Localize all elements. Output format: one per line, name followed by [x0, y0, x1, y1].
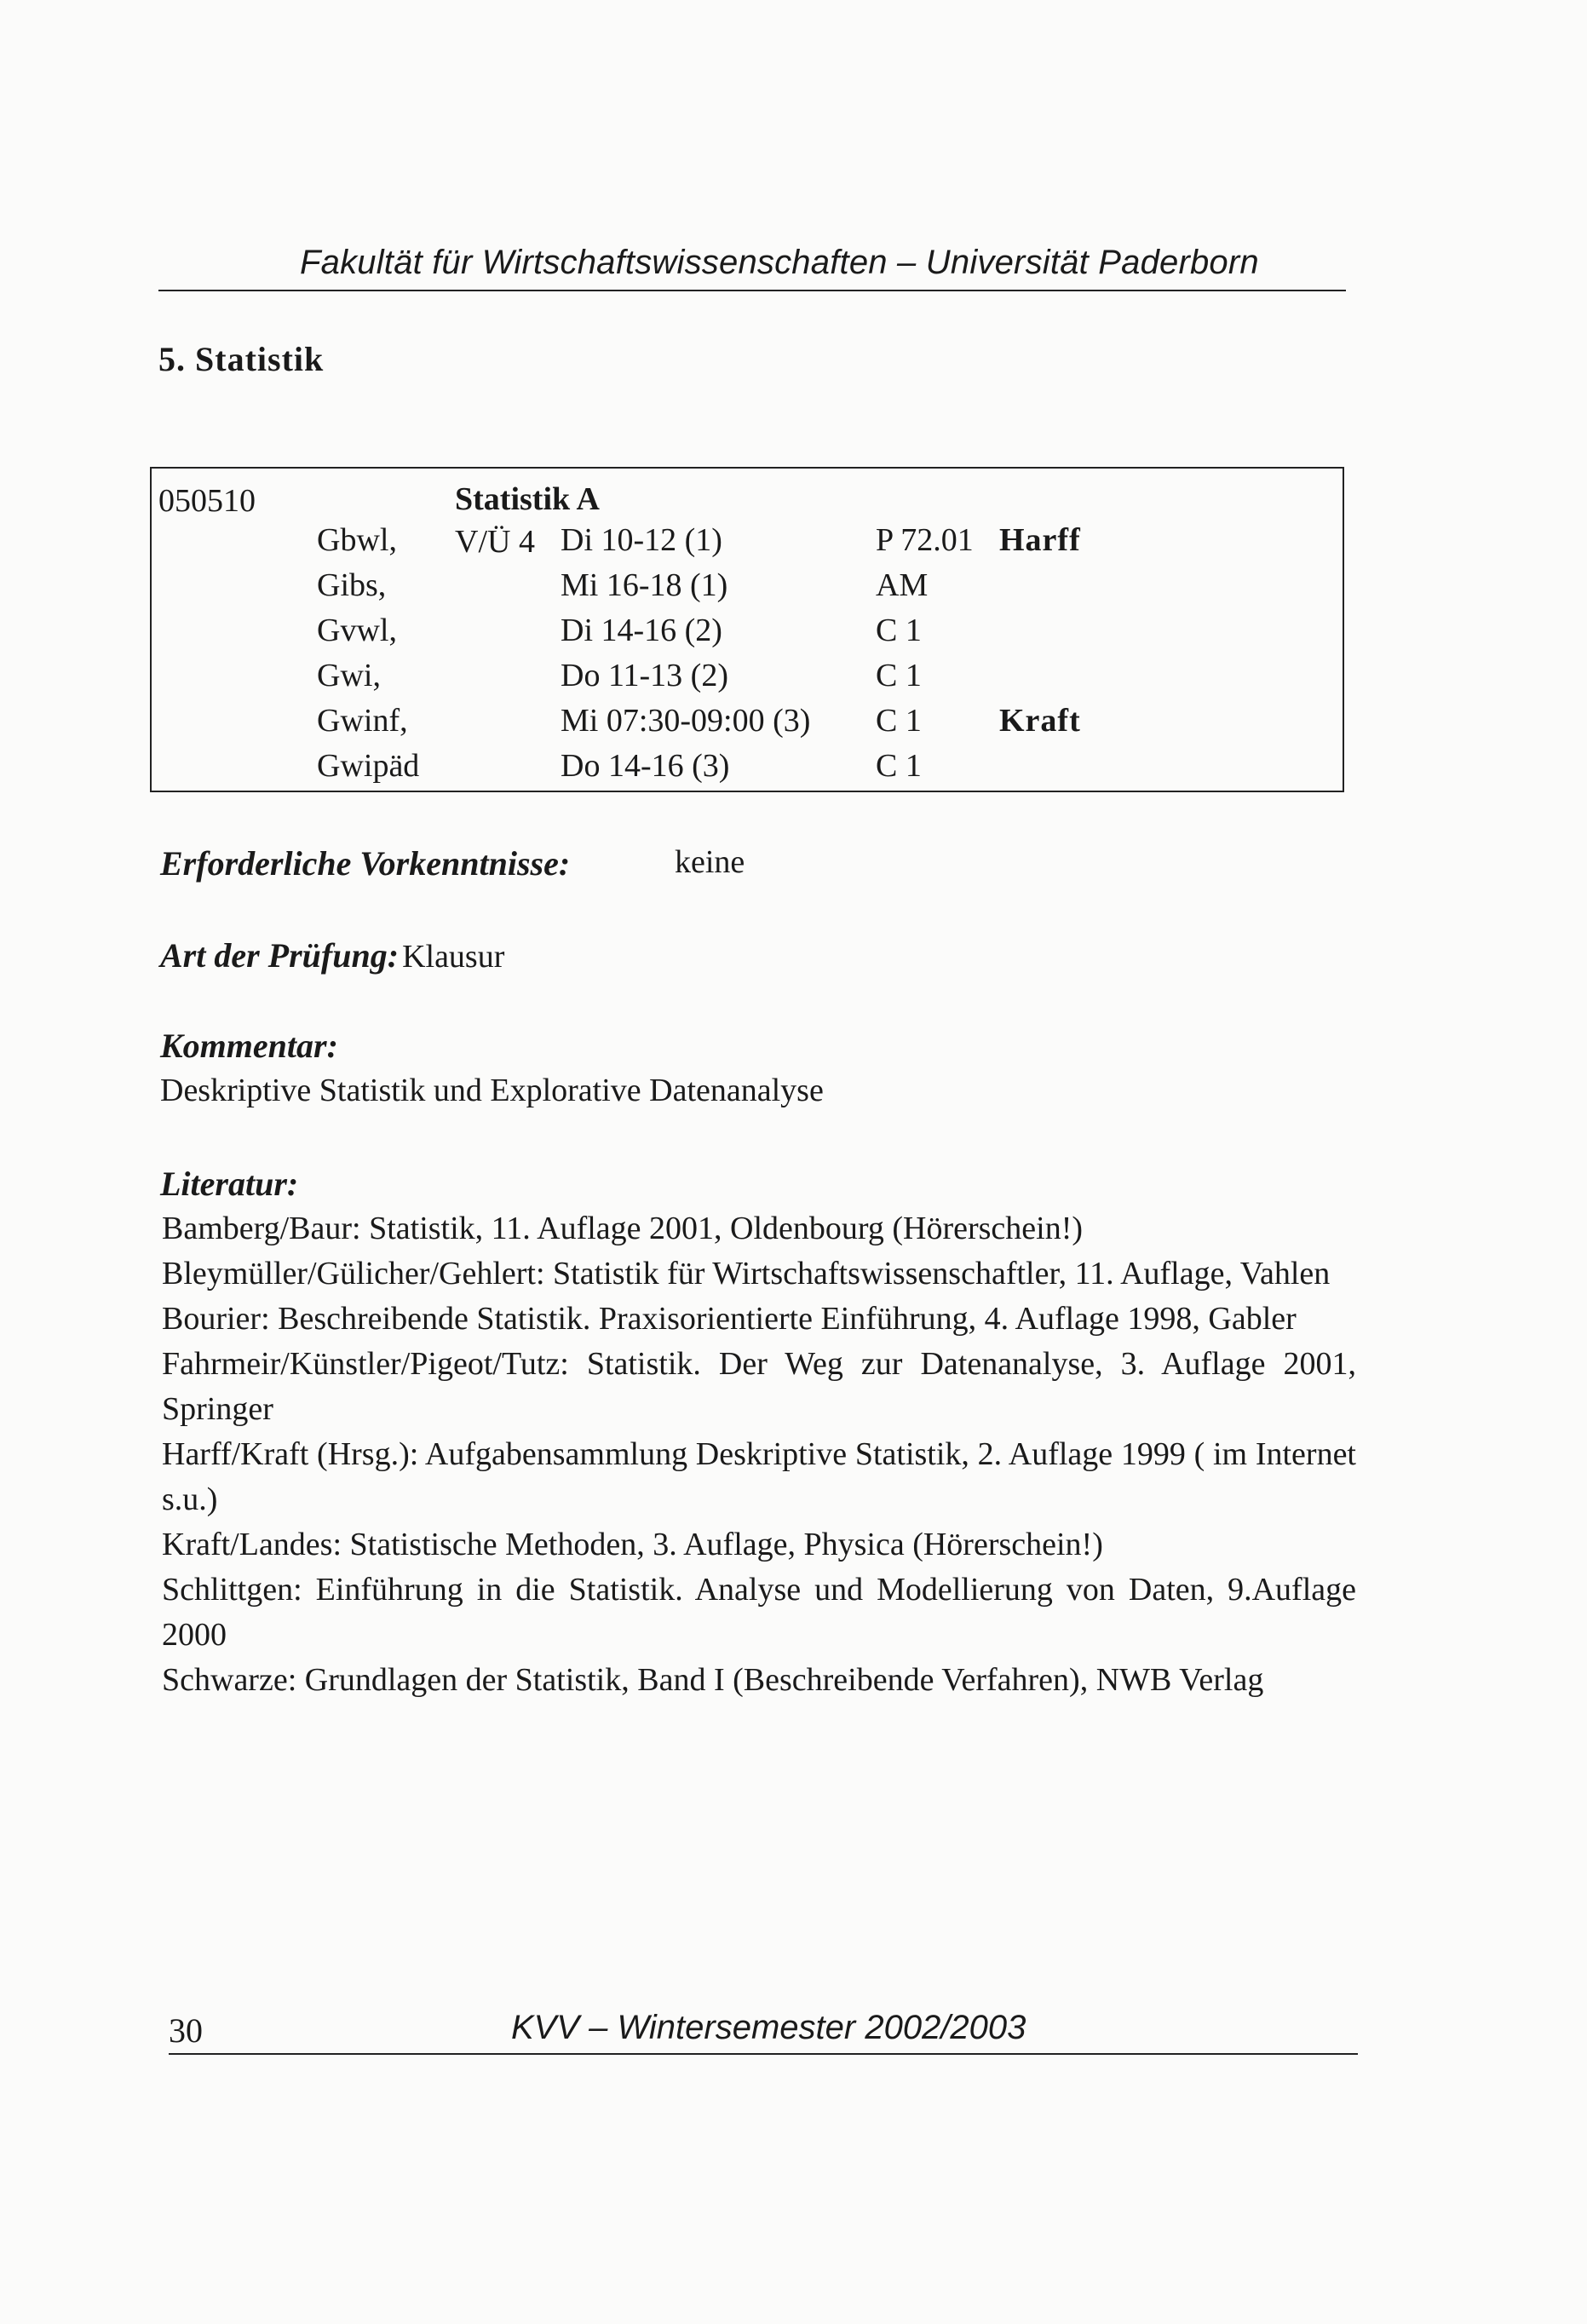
- page-header: [158, 239, 1346, 291]
- literature-label: Literatur:: [160, 1165, 299, 1203]
- course-row: [152, 612, 1343, 658]
- program-cell: Gbwl,: [317, 522, 397, 558]
- literature-entry: Schlittgen: Einführung in die Statistik. Analyse und Modellierung von Daten, 9.Auflage 2000: [162, 1572, 1356, 1653]
- literature-entry: Bourier: Beschreibende Statistik. Praxisorientierte Einführung, 4. Auflage 1998, Gabler: [162, 1301, 1297, 1337]
- comment-label: Kommentar:: [160, 1027, 338, 1065]
- exam-value: Klausur: [402, 939, 505, 975]
- header-text: Fakultät für Wirtschaftswissenschaften – Universität Paderborn: [300, 244, 1259, 281]
- page-footer: [169, 2002, 1358, 2055]
- room-cell: C 1: [876, 658, 922, 693]
- time-cell: Do 11-13 (2): [561, 658, 728, 693]
- course-table: [150, 467, 1344, 792]
- course-row: [152, 567, 1343, 613]
- section-title: 5. Statistik: [158, 340, 325, 378]
- lecturer-cell: Kraft: [999, 703, 1081, 739]
- course-row: [152, 702, 1343, 748]
- course-title: Statistik A: [455, 481, 600, 517]
- time-cell: Mi 16-18 (1): [561, 567, 728, 603]
- literature-entry: Harff/Kraft (Hrsg.): Aufgabensammlung Deskriptive Statistik, 2. Auflage 1999 ( im Internet s.u.): [162, 1436, 1356, 1517]
- footer-text: KVV – Wintersemester 2002/2003: [511, 2009, 1026, 2046]
- program-cell: Gwinf,: [317, 703, 408, 739]
- program-cell: Gvwl,: [317, 613, 397, 648]
- time-cell: Mi 07:30-09:00 (3): [561, 703, 811, 739]
- literature-entry: Kraft/Landes: Statistische Methoden, 3. Auflage, Physica (Hörerschein!): [162, 1527, 1103, 1562]
- literature-entry: Schwarze: Grundlagen der Statistik, Band I (Beschreibende Verfahren), NWB Verlag: [162, 1662, 1264, 1698]
- course-row: [152, 747, 1343, 793]
- comment-text: Deskriptive Statistik und Explorative Datenanalyse: [160, 1073, 824, 1108]
- course-row: [152, 521, 1343, 567]
- lecturer-cell: Harff: [999, 522, 1081, 558]
- course-number: 050510: [158, 483, 256, 519]
- literature-entry: Bamberg/Baur: Statistik, 11. Auflage 2001, Oldenbourg (Hörerschein!): [162, 1211, 1084, 1246]
- program-cell: Gwi,: [317, 658, 381, 693]
- course-row: [152, 657, 1343, 703]
- prerequisites-label: Erforderliche Vorkenntnisse:: [160, 844, 571, 883]
- course-type: V/Ü 4: [455, 524, 535, 560]
- program-cell: Gwipäd: [317, 748, 420, 784]
- room-cell: C 1: [876, 613, 922, 648]
- page-number: 30: [169, 2011, 203, 2050]
- room-cell: C 1: [876, 703, 922, 739]
- literature-list: [162, 1206, 1356, 1703]
- room-cell: AM: [876, 567, 929, 603]
- literature-entry: Fahrmeir/Künstler/Pigeot/Tutz: Statistik. Der Weg zur Datenanalyse, 3. Auflage 2001, Springer: [162, 1346, 1356, 1427]
- exam-label: Art der Prüfung:: [160, 936, 400, 975]
- prerequisites-value: keine: [675, 844, 745, 880]
- exam-line: [160, 935, 504, 975]
- time-cell: Di 10-12 (1): [561, 522, 722, 558]
- time-cell: Di 14-16 (2): [561, 613, 722, 648]
- program-cell: Gibs,: [317, 567, 387, 603]
- room-cell: C 1: [876, 748, 922, 784]
- room-cell: P 72.01: [876, 522, 974, 558]
- literature-entry: Bleymüller/Gülicher/Gehlert: Statistik für Wirtschaftswissenschaftler, 11. Auflage, Vahlen: [162, 1256, 1331, 1291]
- time-cell: Do 14-16 (3): [561, 748, 730, 784]
